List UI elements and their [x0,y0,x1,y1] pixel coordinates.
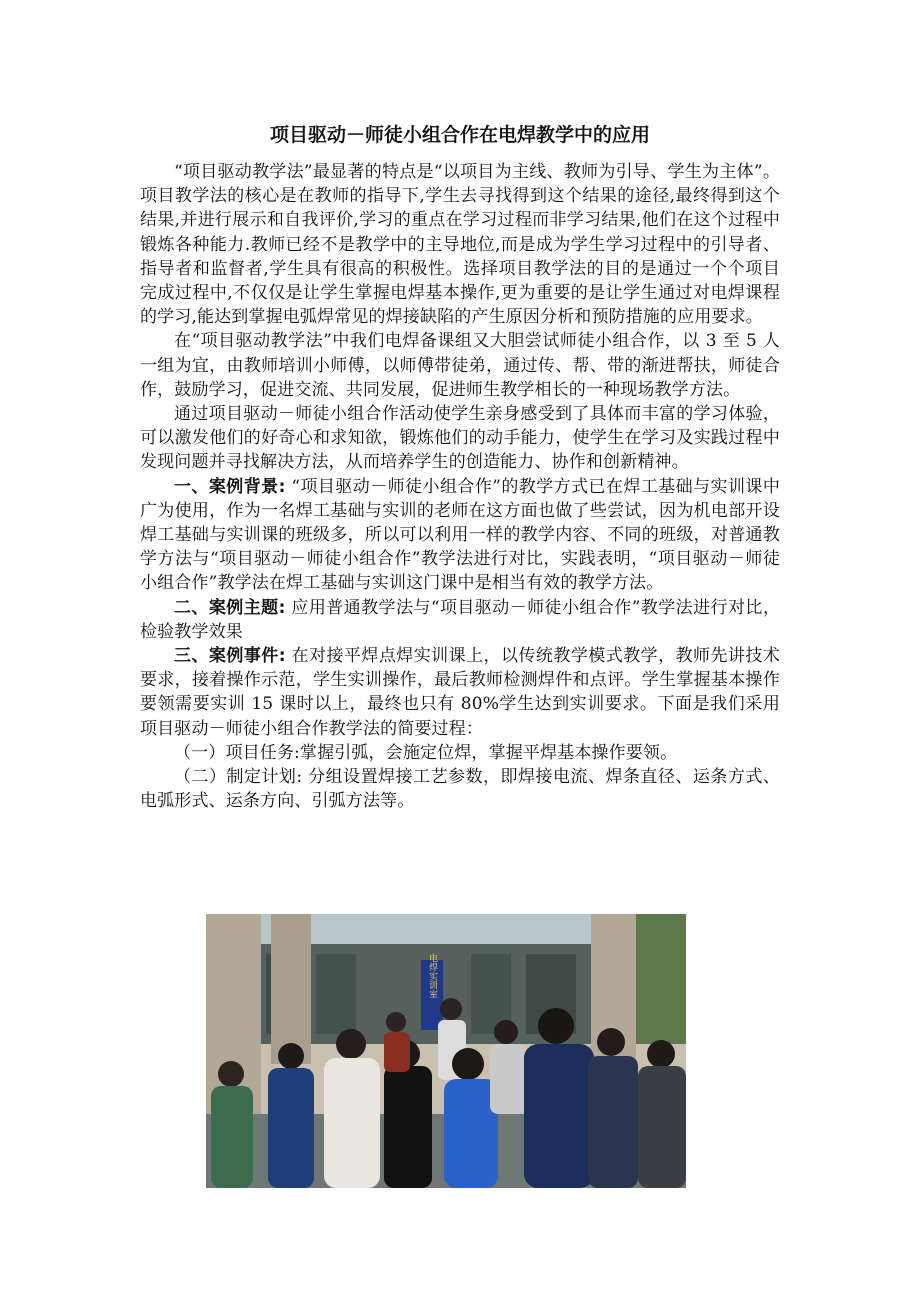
paragraph-text: “项目驱动－师徒小组合作”的教学方式已在焊工基础与实训课中广为使用，作为一名焊工基础与实训的老师在这方面也做了些尝试，因为机电部开设焊工基础与实训课的班级多，所以可以利用一样的教学内容、不同的班级，对普通教学方法与“项目驱动－师徒小组合作”教学法进行对比，实践表明，“项目驱动－师徒小组合作”教学法在焊工基础与实训这门课中是相当有效的教学方法。 [140,476,780,594]
paragraph-text: 在“项目驱动教学法”中我们电焊备课组又大胆尝试师徒小组合作，以 3 至 5 人一组为宜，由教师培训小师傅，以师傅带徒弟，通过传、帮、带的渐进帮扶，师徒合作，鼓励学习，促进交流、共同发展，促进师生教学相长的一种现场教学方法。 [140,331,780,400]
paragraph-text: （一）项目任务:掌握引弧，会施定位焊，掌握平焊基本操作要领。 [174,742,678,763]
paragraph-effect [140,402,780,475]
paragraph-text: 在对接平焊点焊实训课上，以传统教学模式教学，教师先讲技术要求，接着操作示范，学生实训操作，最后教师检测焊件和点评。学生掌握基本操作要领需要实训 15 课时以上，最终也只有 80%学生达到实训要求。下面是我们采用项目驱动－师徒小组合作教学法的简要过程： [140,646,780,739]
paragraph-case-event [140,644,780,741]
section-heading: 二、案例主题: [174,597,286,618]
class-photo [206,914,686,1188]
paragraph-text: 通过项目驱动－师徒小组合作活动使学生亲身感受到了具体而丰富的学习体验，可以激发他们的好奇心和求知欲，锻炼他们的动手能力，使学生在学习及实践过程中发现问题并寻找解决方法，从而培养学生的创造能力、协作和创新精神。 [140,404,780,473]
paragraph-step-1 [140,741,780,765]
paragraph-case-theme [140,596,780,644]
students-group-photo [206,914,686,1188]
lab-sign-text: 电焊实训室 [427,953,437,999]
paragraph-case-background [140,475,780,596]
document-body [140,160,780,813]
paragraph-intro [140,160,780,329]
paragraph-method [140,329,780,402]
paragraph-text: “项目驱动教学法”最显著的特点是“以项目为主线、教师为引导、学生为主体”。项目教学法的核心是在教师的指导下,学生去寻找得到这个结果的途径,最终得到这个结果,并进行展示和自我评价,学习的重点在学习过程而非学习结果,他们在这个过程中锻炼各种能力.教师已经不是教学中的主导地位,而是成为学生学习过程中的引导者、指导者和监督者,学生具有很高的积极性。选择项目教学法的目的是通过一个个项目完成过程中,不仅仅是让学生掌握电焊基本操作,更为重要的是让学生通过对电焊课程的学习,能达到掌握电弧焊常见的焊接缺陷的产生原因分析和预防措施的应用要求。 [140,162,780,328]
section-heading: 一、案例背景: [174,476,286,497]
paragraph-text: （二）制定计划: 分组设置焊接工艺参数，即焊接电流、焊条直径、运条方式、电弧形式、运条方向、引弧方法等。 [140,767,780,812]
paragraph-step-2 [140,765,780,813]
paragraph-text: 应用普通教学法与“项目驱动－师徒小组合作”教学法进行对比，检验教学效果 [140,597,780,642]
document-title: 项目驱动－师徒小组合作在电焊教学中的应用 [269,124,650,146]
section-heading: 三、案例事件: [174,646,286,667]
